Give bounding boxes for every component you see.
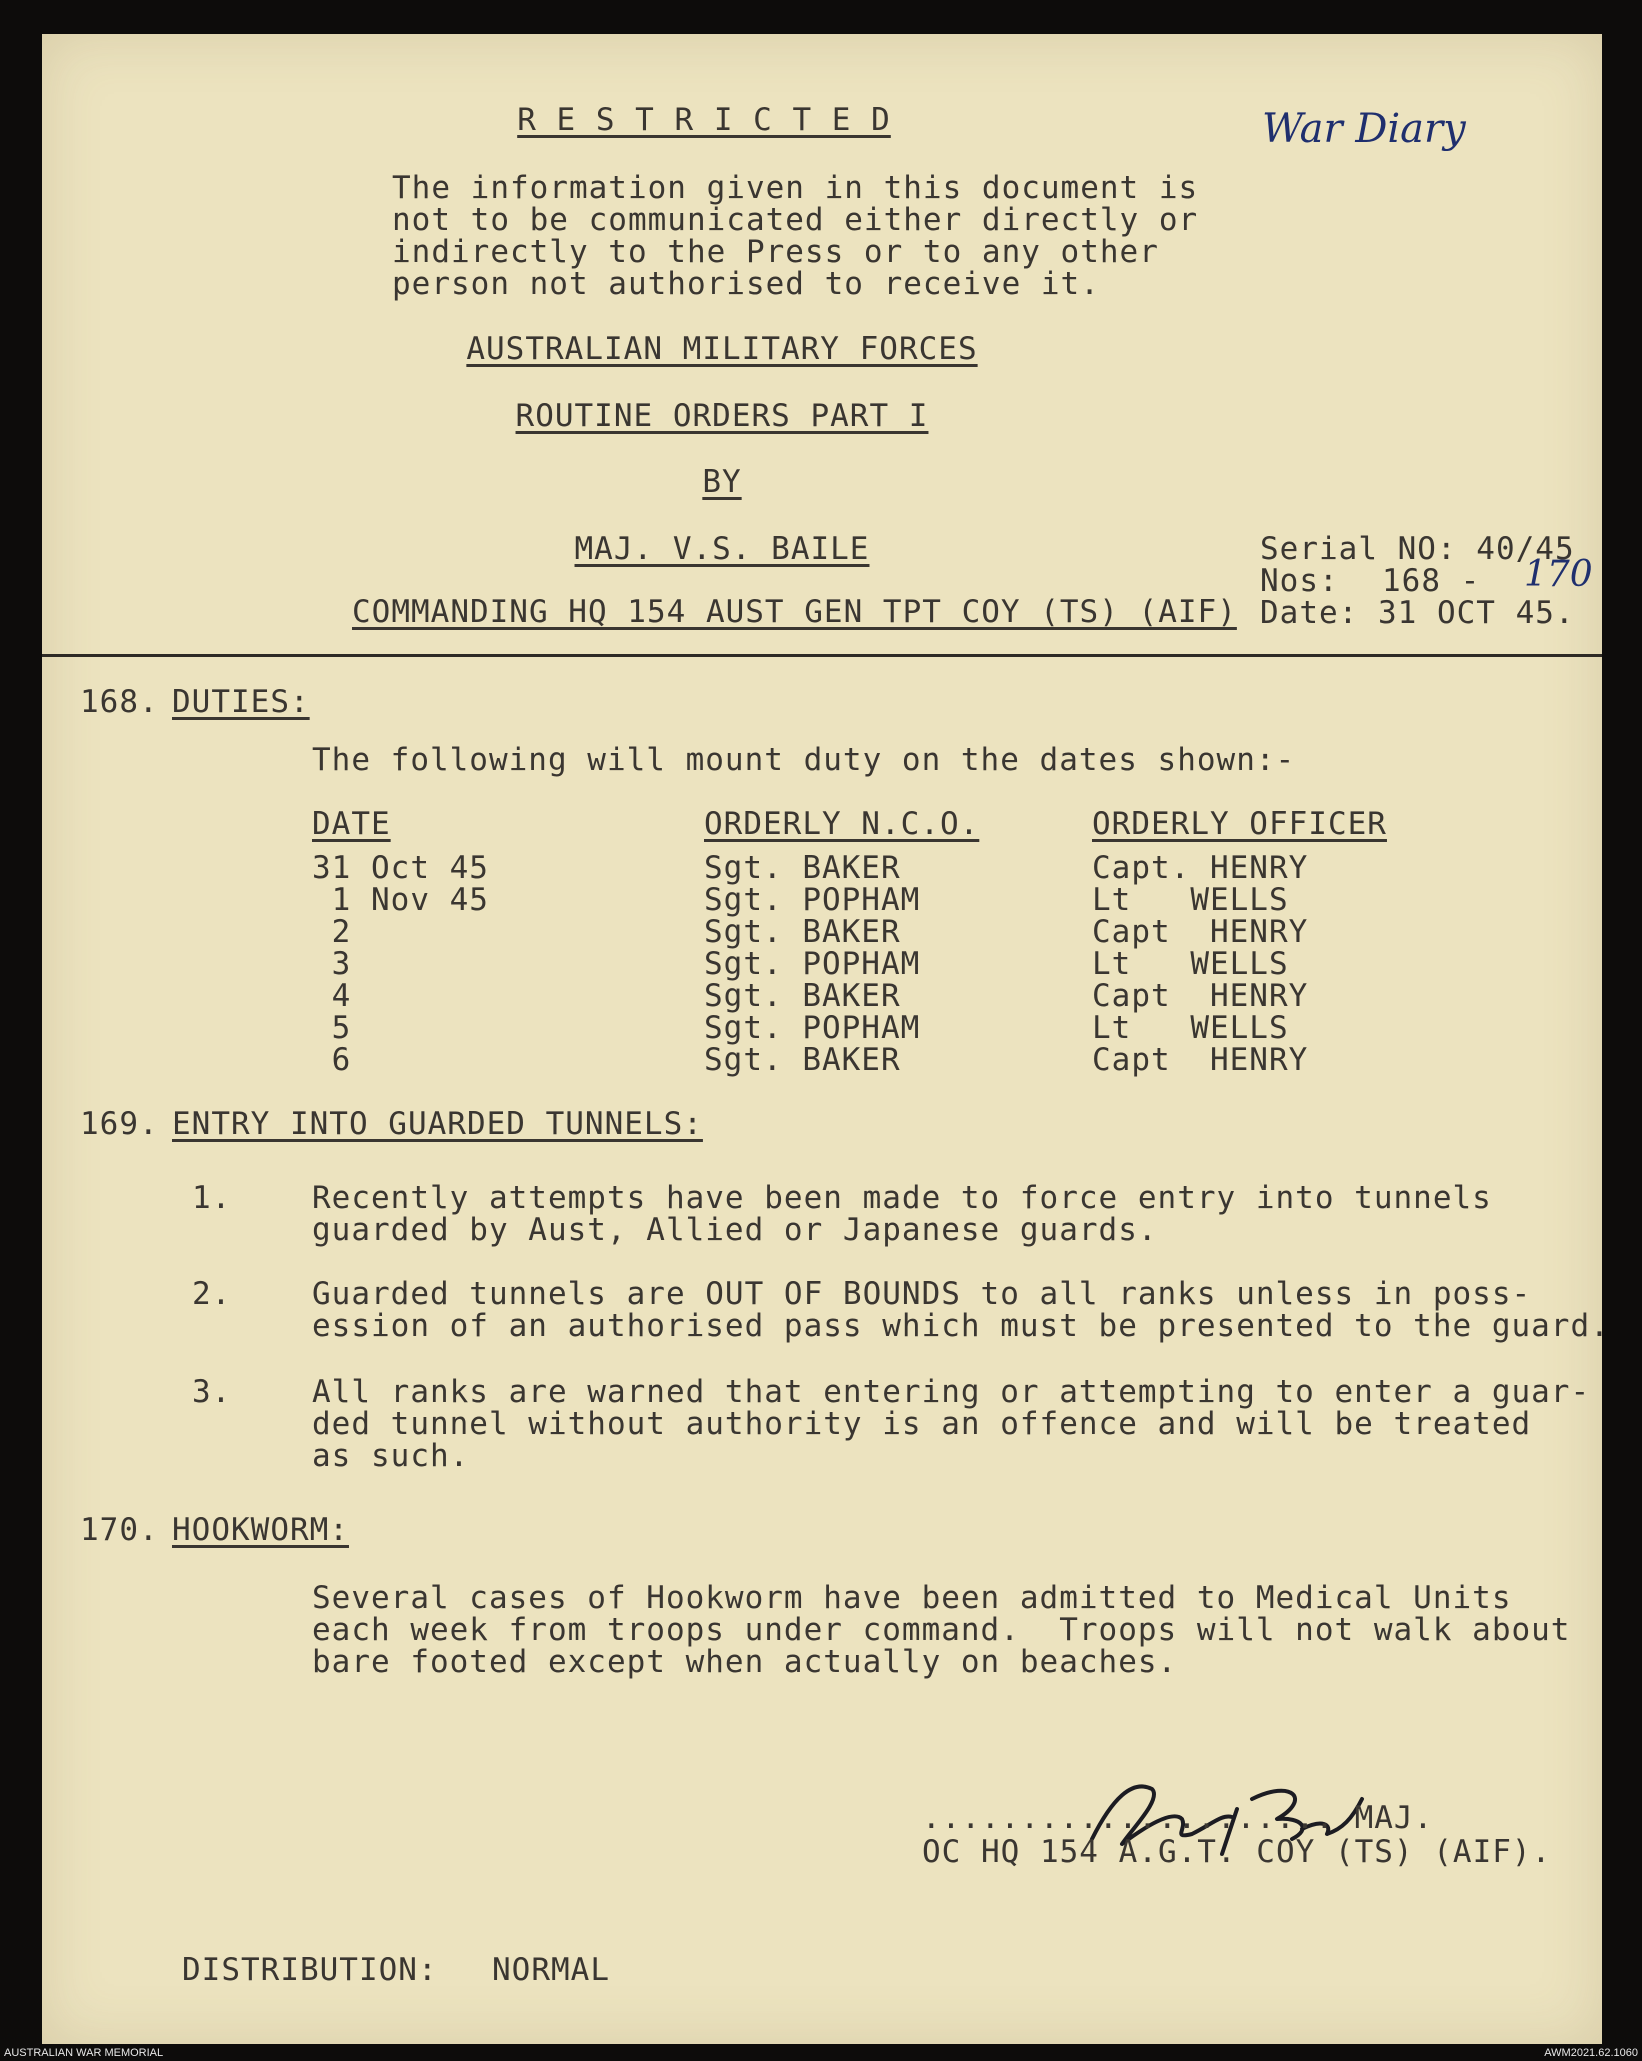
signature-line: ..................... MAJ. [922,1800,1434,1836]
section-169-heading: ENTRY INTO GUARDED TUNNELS: [172,1106,703,1142]
orders-title: ROUTINE ORDERS PART I [515,398,929,434]
row-nco: Sgt. BAKER [704,914,901,950]
footer-accession-number: AWM2021.62.1060 [1544,2047,1638,2059]
item-1-line-1: Recently attempts have been made to force entry into tunnels [312,1180,1492,1216]
warning-line-4: person not authorised to receive it. [392,266,1100,302]
row-date: 6 [312,1042,352,1078]
duties-intro: The following will mount duty on the dates shown:- [312,742,1296,778]
item-3-line-2: ded tunnel without authority is an offence and will be treated [312,1406,1532,1442]
row-officer: Capt. HENRY [1092,850,1309,886]
column-header-officer: ORDERLY OFFICER [1092,806,1387,842]
nos-value: 168 - [1382,563,1481,599]
restricted-heading: R E S T R I C T E D [517,102,891,138]
document-sheet [42,34,1610,2044]
row-officer: Lt WELLS [1092,946,1289,982]
row-officer: Capt HENRY [1092,978,1309,1014]
row-nco: Sgt. POPHAM [704,1010,921,1046]
item-3-number: 3. [192,1374,232,1410]
row-date: 4 [312,978,352,1014]
distribution-value: NORMAL [492,1952,610,1988]
hookworm-line-1: Several cases of Hookworm have been admitted to Medical Units [312,1580,1512,1616]
distribution-label: DISTRIBUTION: [182,1952,438,1988]
header-divider [42,654,1602,657]
item-2-number: 2. [192,1276,232,1312]
footer-archive-name: AUSTRALIAN WAR MEMORIAL [4,2047,164,2059]
section-170-number: 170. [80,1512,159,1548]
warning-line-3: indirectly to the Press or to any other [392,234,1159,270]
row-officer: Capt HENRY [1092,914,1309,950]
row-nco: Sgt. BAKER [704,1042,901,1078]
item-1-number: 1. [192,1180,232,1216]
row-officer: Lt WELLS [1092,1010,1289,1046]
officer-name: MAJ. V.S. BAILE [574,531,870,567]
order-date: Date: 31 OCT 45. [1260,595,1575,631]
row-nco: Sgt. POPHAM [704,946,921,982]
row-nco: Sgt. POPHAM [704,882,921,918]
warning-line-2: not to be communicated either directly or [392,202,1199,238]
row-nco: Sgt. BAKER [704,978,901,1014]
hookworm-line-3: bare footed except when actually on beaches. [312,1644,1178,1680]
section-169-number: 169. [80,1106,159,1142]
handwritten-war-diary-note: War Diary [1262,106,1466,152]
row-officer: Capt HENRY [1092,1042,1309,1078]
column-header-date: DATE [312,806,391,842]
row-date: 1 Nov 45 [312,882,489,918]
section-170-heading: HOOKWORM: [172,1512,349,1548]
serial-number: Serial NO: 40/45 [1260,531,1575,567]
signatory-unit: OC HQ 154 A.G.T. COY (TS) (AIF). [922,1834,1552,1870]
row-officer: Lt WELLS [1092,882,1289,918]
warning-line-1: The information given in this document is [392,170,1199,206]
item-3-line-3: as such. [312,1438,470,1474]
column-header-nco: ORDERLY N.C.O. [704,806,980,842]
hookworm-line-2: each week from troops under command. Troops will not walk about [312,1612,1571,1648]
row-date: 3 [312,946,352,982]
handwritten-nos-end: 170 [1524,554,1593,595]
command-line: COMMANDING HQ 154 AUST GEN TPT COY (TS) (AIF) [352,594,1237,630]
item-3-line-1: All ranks are warned that entering or attempting to enter a guar- [312,1374,1591,1410]
row-date: 2 [312,914,352,950]
force-heading: AUSTRALIAN MILITARY FORCES [466,331,978,367]
section-168-number: 168. [80,684,159,720]
row-date: 31 Oct 45 [312,850,489,886]
by-line: BY [702,464,742,500]
section-168-heading: DUTIES: [172,684,310,720]
item-2-line-1: Guarded tunnels are OUT OF BOUNDS to all ranks unless in poss- [312,1276,1532,1312]
nos-label: Nos: [1260,563,1339,599]
item-2-line-2: ession of an authorised pass which must be presented to the guard. [312,1308,1610,1344]
item-1-line-2: guarded by Aust, Allied or Japanese guards. [312,1212,1158,1248]
row-nco: Sgt. BAKER [704,850,901,886]
row-date: 5 [312,1010,352,1046]
